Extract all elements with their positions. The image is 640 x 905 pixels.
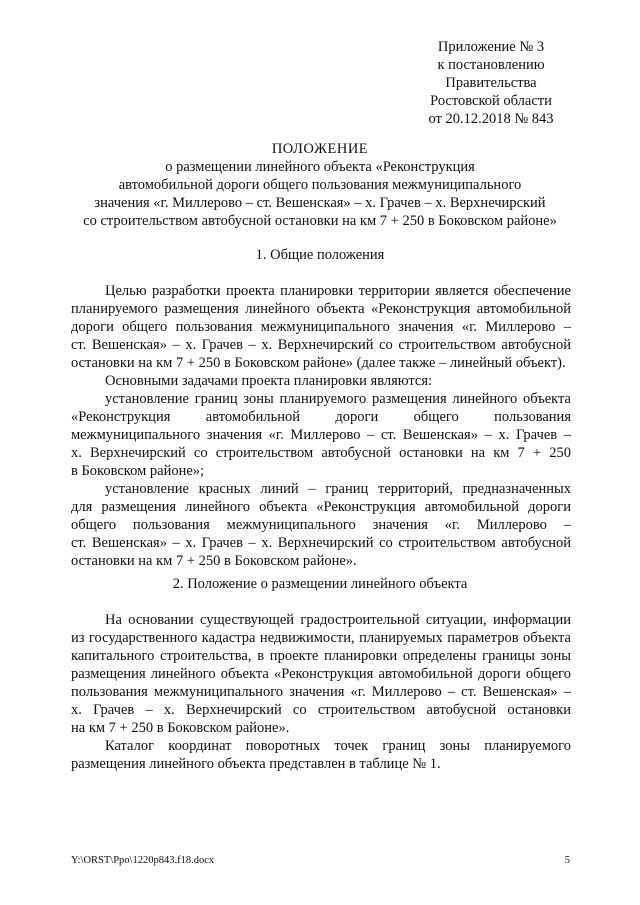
- text-line: «Реконструкция автомобильной дороги общего пользования: [71, 409, 571, 425]
- text-line: планируемого размещения линейного объекта «Реконструкция автомобильной: [71, 301, 571, 317]
- title-line: значения «г. Миллерово – ст. Вешенская» – х. Грачев – х. Верхнечирский: [94, 195, 546, 211]
- text-line: остановки на км 7 + 250 в Боковском районе».: [71, 553, 357, 569]
- text-line: капитального строительства, в проекте планировки определены границы зоны: [71, 648, 571, 664]
- text-line: ст. Вешенская» – х. Грачев – х. Верхнечирский со строительством автобусной: [71, 535, 571, 551]
- title-main: ПОЛОЖЕНИЕ: [271, 141, 369, 157]
- appendix-line: Ростовской области: [430, 93, 552, 109]
- text-line: х. Грачев – х. Верхнечирский со строительством автобусной остановки: [71, 702, 571, 718]
- section-2-body: [71, 611, 571, 773]
- text-line: для размещения линейного объекта «Реконструкция автомобильной дороги: [71, 499, 571, 515]
- appendix-line: от 20.12.2018 № 843: [428, 111, 554, 127]
- paragraph: [71, 480, 571, 570]
- text-line: Целью разработки проекта планировки территории является обеспечение: [105, 283, 571, 299]
- title-line: автомобильной дороги общего пользования межмуниципального: [118, 177, 522, 193]
- text-line: установление красных линий – границ территорий, предназначенных: [105, 481, 571, 497]
- text-line: На основании существующей градостроительной ситуации, информации: [105, 612, 571, 628]
- text-line: в Боковском районе»;: [71, 463, 205, 479]
- text-line: дороги общего пользования межмуниципального значения «г. Миллерово –: [71, 319, 571, 335]
- section-2-heading: 2. Положение о размещении линейного объекта: [172, 576, 468, 592]
- text-line: ст. Вешенская» – х. Грачев – х. Верхнечирский со строительством автобусной: [71, 337, 571, 353]
- appendix-line: Правительства: [445, 75, 537, 91]
- text-line: установление границ зоны планируемого размещения линейного объекта: [105, 391, 571, 407]
- paragraph: [71, 737, 571, 773]
- text-line: х. Верхнечирский со строительством автобусной остановки на км 7 + 250: [71, 445, 571, 461]
- text-line: Основными задачами проекта планировки являются:: [105, 373, 433, 389]
- text-line: Каталог координат поворотных точек границ зоны планируемого: [105, 738, 571, 754]
- paragraph: [71, 372, 571, 390]
- paragraph: [71, 611, 571, 737]
- section-1-body: [71, 282, 571, 570]
- text-line: пользования межмуниципального значения «г. Миллерово – ст. Вешенская» –: [71, 684, 571, 700]
- text-line: из государственного кадастра недвижимости, планируемых параметров объекта: [71, 630, 571, 646]
- appendix-line: к постановлению: [437, 57, 545, 73]
- title-line: со строительством автобусной остановки на км 7 + 250 в Боковском районе»: [83, 213, 557, 229]
- text-line: размещения линейного объекта «Реконструкция автомобильной дороги общего: [71, 666, 571, 682]
- paragraph: [71, 390, 571, 480]
- document-title: [60, 140, 580, 230]
- text-line: размещения линейного объекта представлен в таблице № 1.: [71, 756, 441, 772]
- text-line: на км 7 + 250 в Боковском районе».: [71, 720, 290, 736]
- footer-file-path: Y:\ORST\Ppo\1220p843.f18.docx: [71, 855, 215, 866]
- title-line: о размещении линейного объекта «Реконструкция: [165, 159, 475, 175]
- page-number: 5: [564, 855, 570, 866]
- appendix-line: Приложение № 3: [437, 39, 545, 55]
- section-1-heading: 1. Общие положения: [255, 247, 385, 263]
- appendix-header: [406, 38, 576, 128]
- paragraph: [71, 282, 571, 372]
- text-line: межмуниципального значения «г. Миллерово – ст. Вешенская» – х. Грачев –: [71, 427, 571, 443]
- text-line: остановки на км 7 + 250 в Боковском районе» (далее также – линейный объект).: [71, 355, 566, 371]
- text-line: общего пользования межмуниципального значения «г. Миллерово –: [71, 517, 571, 533]
